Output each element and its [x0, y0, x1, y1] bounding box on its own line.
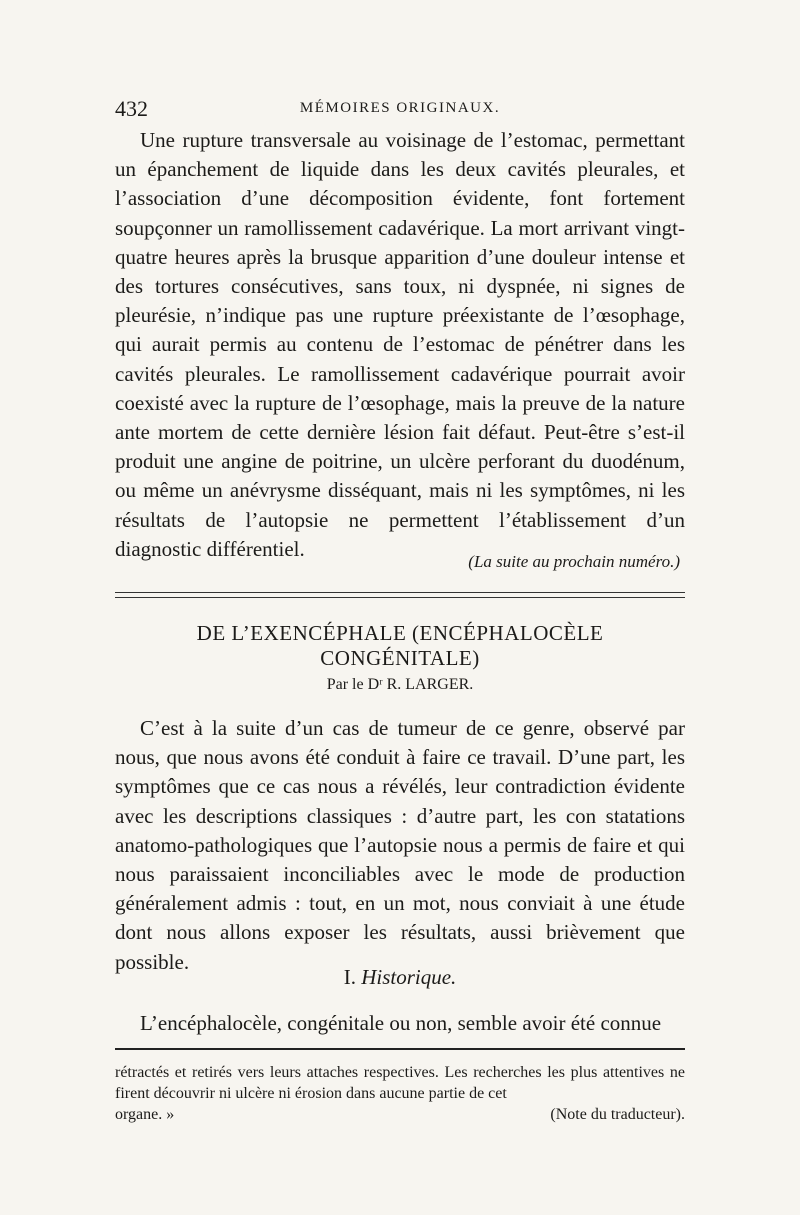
- section-title: Historique.: [361, 965, 457, 989]
- footnote: [115, 1062, 685, 1125]
- footnote-last-line: organe. »: [115, 1106, 175, 1123]
- section-number: I.: [343, 965, 356, 989]
- section-heading: [115, 965, 685, 990]
- page-header: [115, 96, 685, 120]
- footnote-rule: [115, 1048, 685, 1050]
- footnote-text: rétractés et retirés vers leurs attaches respectives. Les recherches les plus attentives ne firent découvrir ni ulcère ni érosion dans aucune partie de cet: [115, 1064, 685, 1102]
- separator-rule: [115, 592, 685, 593]
- footnote-end-line: [115, 1104, 685, 1125]
- running-title: MÉMOIRES ORIGINAUX.: [299, 100, 501, 116]
- paragraph-previous-article: Une rupture transversale au voisinage de l’estomac, permettant un épanchement de liquide dans les deux cavités pleurales, et l’association d’une décomposition évidente, font fortement soupçonner un ramollissement cadavérique. La mort arrivant vingt-quatre heures après la brusque apparition d’une douleur intense et des tortures consécutives, sans toux, ni dyspnée, ni signes de pleurésie, n’indique pas une rupture préexistante de l’œsophage, qui aurait permis au contenu de l’estomac de pénétrer dans les cavités pleurales. Le ramollissement cadavérique pourrait avoir coexisté avec la rupture de l’œsophage, mais la preuve de la nature ante mortem de cette dernière lésion fait défaut. Peut-être s’est-il produit une angine de poitrine, un ulcère perforant du duodénum, ou même un anévrysme disséquant, mais ni les symptômes, ni les résultats de l’autopsie ne permettent l’établissement d’un diagnostic différentiel.: [115, 128, 685, 561]
- translator-note: (Note du traducteur).: [550, 1106, 685, 1123]
- article-byline: Par le Dʳ R. LARGER.: [326, 676, 474, 693]
- article-title: DE L’EXENCÉPHALE (ENCÉPHALOCÈLE CONGÉNITALE): [196, 621, 604, 670]
- separator-rule: [115, 597, 685, 598]
- page-number: 432: [115, 96, 148, 121]
- continued-note: (La suite au prochain numéro.): [468, 552, 680, 571]
- section-paragraph: L’encéphalocèle, congénitale ou non, semble avoir été connue: [140, 1011, 662, 1035]
- article-intro-paragraph: C’est à la suite d’un cas de tumeur de ce genre, observé par nous, que nous avons été conduit à faire ce travail. D’une part, les symptômes que ce cas nous a révélés, leur contradiction évidente avec les descriptions classiques : d’autre part, les con statations anatomo-pathologiques que l’autopsie nous a permis de faire et qui nous paraissaient inconciliables avec le mode de production généralement admis : tout, en un mot, nous conviait à une étude dont nous allons exposer les résultats, aussi brièvement que possible.: [115, 716, 685, 974]
